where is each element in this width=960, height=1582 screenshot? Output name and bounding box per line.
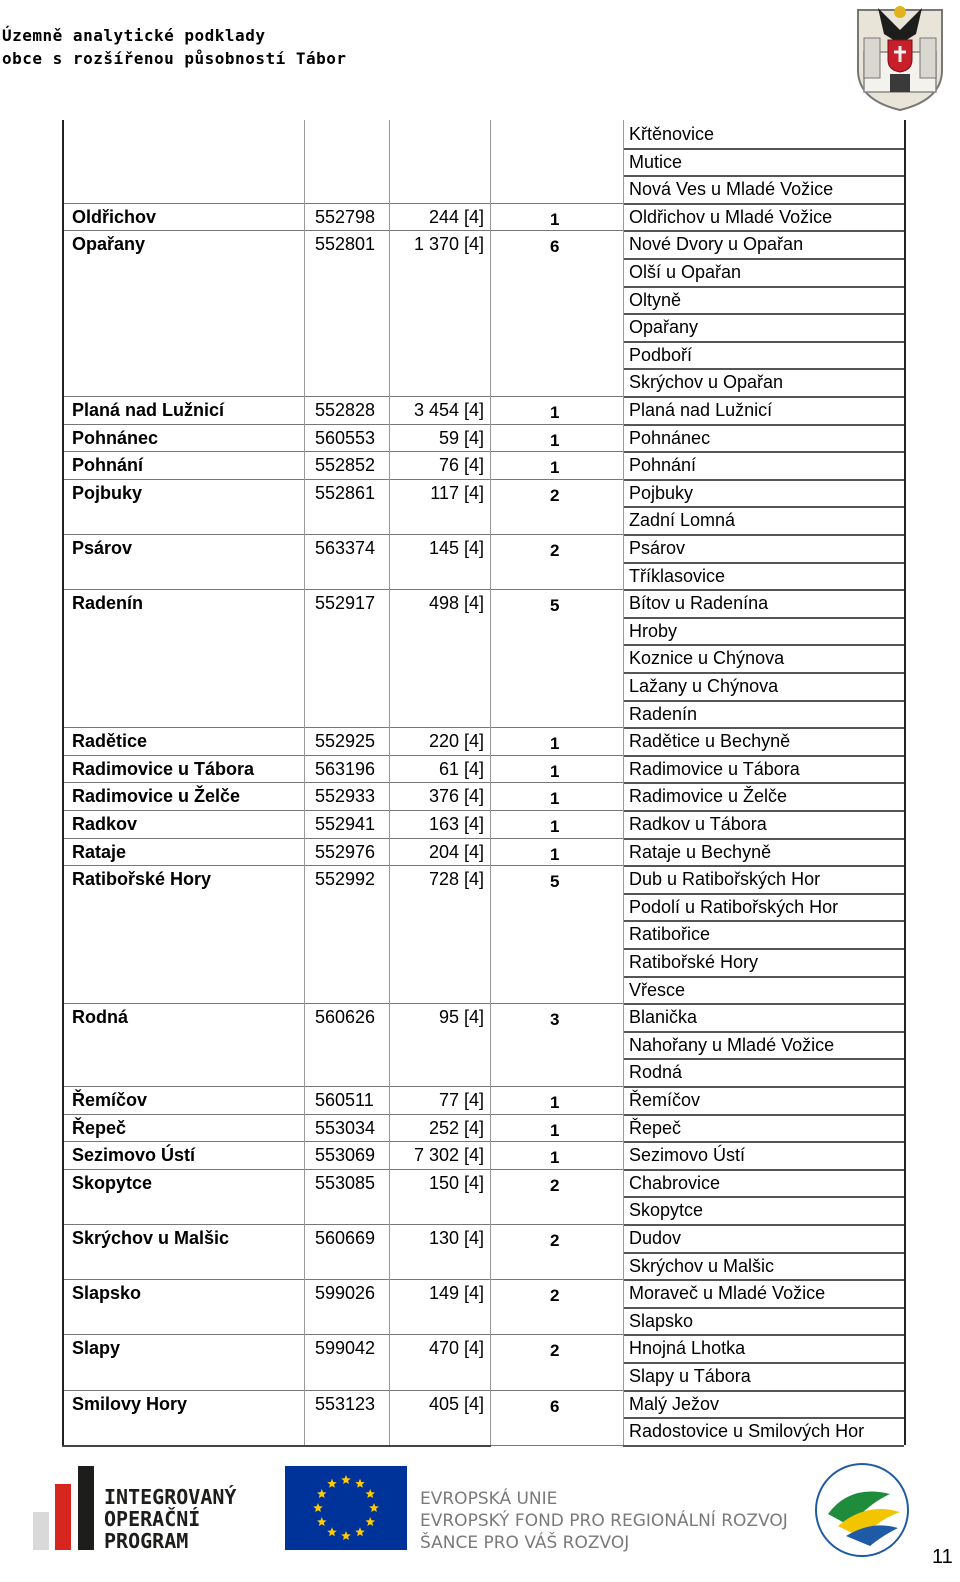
population-value: 149 [4] [428, 1283, 484, 1304]
row-divider [62, 479, 623, 480]
parts-count: 1 [550, 458, 560, 478]
population-value: 76 [4] [438, 455, 484, 476]
row-divider [62, 451, 623, 452]
municipality-name: Skrýchov u Malšic [72, 1228, 230, 1248]
row-divider [62, 1390, 623, 1391]
part-divider [623, 258, 904, 260]
part-divider [623, 1417, 904, 1419]
cadastral-part: Podolí u Ratibořských Hor [629, 896, 839, 917]
part-divider [623, 1224, 904, 1226]
municipality-name: Radimovice u Tábora [72, 758, 255, 779]
header-line-2: obce s rozšířenou působností Tábor [2, 49, 347, 68]
row-divider [62, 1086, 623, 1087]
cadastral-part: Dub u Ratibořských Hor [629, 869, 821, 890]
municipality-code: 552917 [315, 593, 376, 614]
parts-count: 1 [550, 430, 560, 450]
municipality-name: Radkov [72, 814, 138, 834]
population-value: 3 454 [4] [413, 400, 484, 420]
part-divider [623, 341, 904, 343]
municipality-code: 599042 [315, 1338, 376, 1359]
parts-count: 2 [550, 1341, 560, 1361]
eu-line-1: EVROPSKÁ UNIE [420, 1489, 558, 1509]
row-divider [62, 838, 623, 839]
cadastral-part: Tříklasovice [629, 565, 726, 586]
cadastral-part: Radkov u Tábora [629, 814, 767, 834]
part-divider [623, 782, 904, 784]
municipality-name: Řemíčov [72, 1090, 148, 1110]
row-divider [62, 1279, 623, 1280]
population-value: 252 [4] [428, 1117, 484, 1138]
cadastral-part: Řepeč [629, 1117, 682, 1138]
column-line [62, 120, 64, 1445]
part-divider [623, 203, 904, 205]
municipality-code: 552941 [315, 814, 376, 834]
column-line [904, 120, 906, 1445]
parts-count: 1 [550, 209, 560, 229]
municipality-name: Radětice [72, 731, 148, 752]
cadastral-part: Pohnánec [629, 427, 711, 448]
cadastral-part: Moraveč u Mladé Vožice [629, 1283, 826, 1304]
part-divider [623, 396, 904, 398]
population-value: 130 [4] [428, 1228, 484, 1248]
municipality-name: Slapsko [72, 1283, 142, 1304]
column-line [623, 120, 624, 1445]
parts-count: 6 [550, 1396, 560, 1416]
population-value: 728 [4] [428, 869, 484, 890]
cadastral-part: Olší u Opařan [629, 262, 742, 282]
population-value: 77 [4] [438, 1090, 484, 1110]
parts-count: 1 [550, 1148, 560, 1168]
iop-line-1: INTEGROVANÝ [104, 1485, 237, 1509]
parts-count: 1 [550, 1093, 560, 1112]
municipality-name: Ratibořské Hory [72, 869, 212, 890]
part-divider [623, 368, 904, 370]
cadastral-part: Křtěnovice [629, 124, 715, 144]
part-divider [623, 286, 904, 288]
population-value: 405 [4] [428, 1393, 484, 1414]
part-divider [623, 893, 904, 895]
cadastral-part: Planá nad Lužnicí [629, 400, 773, 420]
row-divider [62, 1114, 623, 1115]
part-divider [623, 920, 904, 922]
municipality-name: Pojbuky [72, 482, 143, 503]
cadastral-part: Nová Ves u Mladé Vožice [629, 179, 834, 200]
cadastral-part: Radimovice u Želče [629, 786, 788, 807]
municipality-code: 552801 [315, 234, 376, 255]
population-value: 498 [4] [428, 593, 484, 614]
cadastral-part: Hnojná Lhotka [629, 1338, 746, 1359]
population-value: 59 [4] [438, 427, 484, 448]
population-value: 7 302 [4] [413, 1145, 484, 1166]
part-divider [623, 1307, 904, 1309]
municipality-code: 560626 [315, 1007, 376, 1028]
municipality-code: 552992 [315, 869, 376, 890]
row-divider [62, 782, 623, 783]
municipality-name: Slapy [72, 1338, 121, 1359]
part-divider [623, 313, 904, 315]
row-divider [62, 534, 623, 535]
municipality-name: Psárov [72, 538, 133, 558]
cadastral-part: Nahořany u Mladé Vožice [629, 1034, 835, 1055]
part-divider [623, 451, 904, 453]
row-divider [62, 1334, 623, 1335]
population-value: 220 [4] [428, 731, 484, 752]
municipality-code: 552798 [315, 206, 376, 227]
population-value: 376 [4] [428, 786, 484, 807]
parts-count: 1 [550, 1120, 560, 1140]
eu-line-2: EVROPSKÝ FOND PRO REGIONÁLNÍ ROZVOJ [420, 1511, 788, 1531]
cadastral-part: Psárov [629, 538, 686, 558]
municipality-code: 553085 [315, 1172, 376, 1193]
part-divider [623, 1003, 904, 1005]
municipality-name: Rodná [72, 1007, 128, 1028]
parts-count: 2 [550, 541, 560, 560]
eu-line-3: ŠANCE PRO VÁŠ ROZVOJ [420, 1533, 630, 1553]
municipality-code: 552828 [315, 400, 376, 420]
cadastral-part: Řemíčov [629, 1090, 701, 1110]
municipality-code: 599026 [315, 1283, 376, 1304]
row-divider [62, 1169, 623, 1170]
cadastral-part: Ratibořské Hory [629, 952, 759, 972]
parts-count: 1 [550, 761, 560, 781]
cadastral-part: Mutice [629, 151, 683, 172]
row-divider [62, 755, 623, 756]
part-divider [623, 148, 904, 150]
cadastral-part: Opařany [629, 317, 699, 338]
cadastral-part: Skrýchov u Malšic [629, 1255, 775, 1276]
row-divider [62, 727, 623, 728]
cadastral-part: Rodná [629, 1062, 683, 1083]
header-line-1: Územně analytické podklady [2, 26, 266, 45]
cadastral-part: Pohnání [629, 455, 697, 476]
municipality-code: 560553 [315, 427, 376, 448]
row-divider [62, 396, 623, 397]
part-divider [623, 865, 904, 867]
parts-count: 1 [550, 734, 560, 754]
parts-count: 5 [550, 872, 560, 892]
part-divider [623, 506, 904, 508]
column-line [304, 120, 305, 1445]
municipality-code: 553034 [315, 1117, 376, 1138]
part-divider [623, 1169, 904, 1171]
cadastral-part: Lažany u Chýnova [629, 676, 779, 696]
cadastral-part: Radenín [629, 703, 698, 724]
part-divider [623, 1086, 904, 1088]
municipality-code: 560669 [315, 1228, 376, 1248]
population-value: 150 [4] [428, 1172, 484, 1193]
municipality-code: 552861 [315, 482, 376, 503]
column-line [389, 120, 390, 1445]
table-bottom-border [62, 1445, 491, 1447]
cadastral-part: Radětice u Bechyně [629, 731, 791, 752]
municipality-code: 563196 [315, 758, 376, 779]
cadastral-part: Blanička [629, 1007, 698, 1028]
part-divider [623, 838, 904, 840]
part-divider [623, 948, 904, 950]
parts-count: 2 [550, 1286, 560, 1306]
population-value: 61 [4] [438, 758, 484, 779]
municipality-name: Oldřichov [72, 206, 157, 227]
cadastral-part: Pojbuky [629, 482, 694, 503]
cadastral-part: Skopytce [629, 1200, 704, 1221]
parts-count: 2 [550, 1175, 560, 1195]
cadastral-part: Radimovice u Tábora [629, 758, 800, 779]
part-divider [623, 700, 904, 702]
column-line [490, 120, 491, 1445]
iop-logo-icon [33, 1466, 236, 1553]
part-divider [623, 1390, 904, 1392]
part-divider [623, 672, 904, 674]
cadastral-part: Zadní Lomná [629, 510, 736, 531]
municipality-name: Sezimovo Ústí [72, 1145, 196, 1166]
cadastral-part: Hroby [629, 620, 678, 641]
population-value: 244 [4] [428, 206, 484, 227]
population-value: 163 [4] [428, 814, 484, 834]
part-divider [623, 976, 904, 978]
part-divider [623, 1279, 904, 1281]
part-divider [623, 562, 904, 564]
part-divider [623, 1196, 904, 1198]
part-divider [623, 1031, 904, 1033]
municipality-name: Řepeč [72, 1117, 127, 1138]
iop-line-3: PROGRAM [104, 1529, 189, 1553]
municipality-code: 560511 [315, 1090, 374, 1110]
row-divider [62, 424, 623, 425]
cadastral-part: Bítov u Radenína [629, 593, 769, 614]
row-divider [62, 203, 623, 204]
municipality-name: Pohnánec [72, 427, 159, 448]
cadastral-part: Malý Ježov [629, 1393, 720, 1414]
footer-logos [0, 1460, 960, 1577]
row-divider [62, 810, 623, 811]
part-divider [623, 1058, 904, 1060]
population-value: 145 [4] [428, 538, 484, 558]
part-divider [623, 589, 904, 591]
row-divider [62, 230, 623, 231]
cadastral-part: Chabrovice [629, 1172, 721, 1193]
part-divider [623, 617, 904, 619]
document-header [2, 24, 347, 70]
municipality-name: Rataje [72, 841, 127, 862]
tabor-coat-of-arms-icon [850, 0, 950, 112]
part-divider [623, 810, 904, 812]
cadastral-part: Ratibořice [629, 924, 711, 945]
population-value: 117 [4] [430, 482, 484, 503]
row-divider [62, 1141, 623, 1142]
page-number: 11 [932, 1546, 953, 1568]
municipality-code: 553069 [315, 1145, 376, 1166]
part-divider [623, 230, 904, 232]
municipality-name: Radenín [72, 593, 144, 614]
part-divider [623, 1334, 904, 1336]
part-divider [623, 1252, 904, 1254]
cadastral-part: Koznice u Chýnova [629, 648, 785, 669]
municipality-code: 552933 [315, 786, 376, 807]
parts-count: 5 [550, 596, 560, 616]
cadastral-part: Slapsko [629, 1310, 694, 1331]
part-divider [623, 727, 904, 729]
municipality-name: Opařany [72, 234, 146, 255]
parts-count: 2 [550, 485, 560, 505]
eu-flag-icon [285, 1466, 407, 1550]
row-divider [62, 865, 623, 866]
part-divider [623, 479, 904, 481]
municipality-code: 552925 [315, 731, 376, 752]
parts-count: 1 [550, 817, 560, 836]
municipality-code: 563374 [315, 538, 376, 558]
part-divider [623, 1141, 904, 1143]
parts-count: 1 [550, 789, 560, 809]
cadastral-part: Oldřichov u Mladé Vožice [629, 206, 833, 227]
cadastral-part: Radostovice u Smilových Hor [629, 1421, 865, 1442]
parts-count: 3 [550, 1010, 560, 1030]
part-divider [623, 644, 904, 646]
parts-count: 6 [550, 237, 560, 257]
part-divider [623, 175, 904, 177]
municipality-code: 552976 [315, 841, 376, 862]
row-divider [62, 1224, 623, 1225]
municipality-code: 553123 [315, 1393, 376, 1414]
population-value: 95 [4] [438, 1007, 484, 1028]
cadastral-part: Slapy u Tábora [629, 1366, 751, 1386]
cadastral-part: Nové Dvory u Opařan [629, 234, 804, 255]
cadastral-part: Sezimovo Ústí [629, 1145, 746, 1166]
population-value: 470 [4] [428, 1338, 484, 1359]
municipality-table [62, 120, 904, 1445]
part-divider [623, 534, 904, 536]
population-value: 1 370 [4] [413, 234, 484, 255]
municipality-name: Planá nad Lužnicí [72, 400, 225, 420]
cadastral-part: Vřesce [629, 979, 686, 1000]
footer-logo-strip [0, 1460, 960, 1577]
iop-line-2: OPERAČNÍ [104, 1507, 201, 1531]
municipality-name: Skopytce [72, 1172, 153, 1193]
municipality-code: 552852 [315, 455, 376, 476]
parts-count: 1 [550, 844, 560, 864]
cadastral-part: Dudov [629, 1228, 682, 1248]
parts-count: 1 [550, 403, 560, 422]
municipality-name: Smilovy Hory [72, 1393, 188, 1414]
population-value: 204 [4] [428, 841, 484, 862]
mmr-logo-icon [816, 1464, 908, 1556]
parts-count: 2 [550, 1231, 560, 1250]
row-divider [62, 589, 623, 590]
cadastral-part: Skrýchov u Opařan [629, 372, 784, 393]
part-divider [623, 1362, 904, 1364]
cadastral-part: Rataje u Bechyně [629, 841, 772, 862]
municipality-name: Pohnání [72, 455, 143, 476]
part-divider [623, 1445, 904, 1447]
cadastral-part: Podboří [629, 344, 693, 365]
part-divider [623, 755, 904, 757]
part-divider [623, 1114, 904, 1116]
row-divider [62, 1003, 623, 1004]
cadastral-part: Oltyně [629, 289, 682, 310]
part-divider [623, 424, 904, 426]
municipality-name: Radimovice u Želče [72, 786, 241, 807]
